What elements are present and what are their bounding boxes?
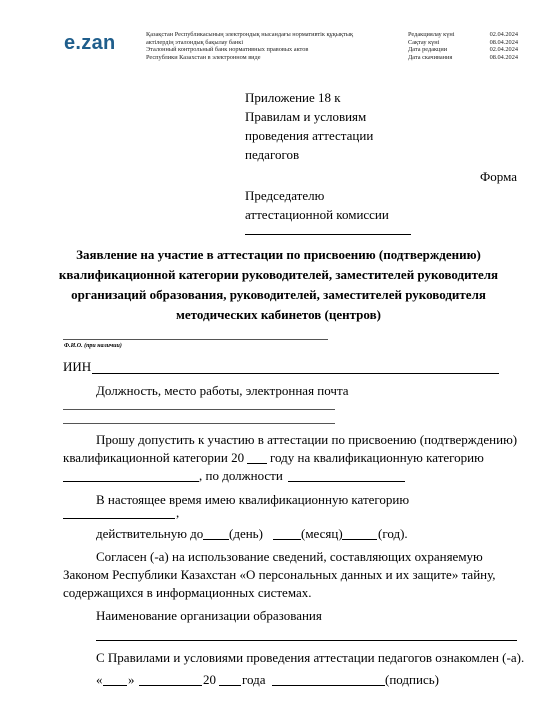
quote-close: » [128,672,135,687]
day-label: (день) [229,526,263,541]
month-label: (месяц) [301,526,343,541]
header-line: актілердің эталондық бақылау банкі [146,38,244,46]
year-expiry-blank[interactable] [342,539,377,540]
title-line: методических кабинетов (центров) [176,307,381,322]
meta-row [408,39,518,47]
year-word: года [242,672,266,687]
addressee [245,186,389,224]
fio-label: Ф.И.О. (при наличии) [64,343,122,349]
sign-month-blank[interactable] [139,685,202,686]
consent-line-2: Законом Республики Казахстан «О персональных данных и их защите» тайну, [63,567,496,582]
comma: , [176,505,180,520]
title-line: Заявление на участие в аттестации по присвоению (подтверждению) [76,247,481,262]
organization-label: Наименование организации образования [96,608,322,623]
signature-label: (подпись) [385,672,439,687]
meta-row [408,46,518,54]
meta-value: 02.04.2024 [489,31,518,38]
meta-value: 02.04.2024 [489,46,518,54]
meta-value: 08.04.2024 [489,53,518,61]
meta-row [408,54,518,62]
meta-label: Дата редакции [408,46,448,54]
meta-label: Редакциялау күні [408,31,455,38]
iin-label: ИИН [63,359,92,374]
sign-day-blank[interactable] [103,685,127,686]
iin-line[interactable] [92,373,499,374]
current-category-blank[interactable] [63,518,175,519]
meta-label: Сақтау күні [408,38,440,46]
addressee-signature-line [245,234,411,235]
month-blank[interactable] [273,539,301,540]
fio-line[interactable] [63,339,328,340]
position-label: Должность, место работы, электронная почта [96,383,349,398]
addressee-line: аттестационной комиссии [245,207,389,222]
appendix-line: проведения аттестации [245,128,374,143]
request-line-2a: квалификационной категории 20 [63,450,245,465]
consent-line-3: содержащихся в информационных системах. [63,585,312,600]
current-category-line: В настоящее время имею квалификационную категорию [96,492,410,507]
header-meta [408,31,518,61]
organization-line[interactable] [96,640,517,641]
quote-open: « [96,672,103,687]
appendix-line: педагогов [245,147,300,162]
meta-value: 08.04.2024 [489,38,518,46]
acquainted-statement: С Правилами и условиями проведения аттестации педагогов ознакомлен (-а). [96,650,525,665]
addressee-line: Председателю [245,188,325,203]
request-line-2b: году на квалификационную категорию [270,450,484,465]
header-source-text [146,31,396,61]
consent-line-1: Согласен (-а) на использование сведений, составляющих охраняемую [96,549,483,564]
category-blank[interactable] [63,481,199,482]
meta-row [408,31,518,39]
header-line: Республики Казахстан в электронном виде [146,53,261,61]
form-label: Форма [480,169,517,184]
title-line: организаций образования, руководителей, заместителей руководителя [71,287,486,302]
position-line[interactable] [63,409,335,410]
header-line: Эталонный контрольный банк нормативных правовых актов [146,46,309,54]
request-line-3: , по должности [199,468,283,483]
position-line[interactable] [63,423,335,424]
valid-until-label: действительную до [96,526,204,541]
meta-label: Дата скачивания [408,53,453,61]
year-label: (год). [378,526,408,541]
position-blank[interactable] [288,481,405,482]
appendix-reference [245,88,373,164]
appendix-line: Правилам и условиям [245,109,367,124]
appendix-line: Приложение 18 к [245,90,341,105]
day-blank[interactable] [203,539,229,540]
ezan-logo: e.zan [64,32,116,54]
statement-title [40,245,517,325]
sign-year-blank[interactable] [219,685,241,686]
request-line-1: Прошу допустить к участию в аттестации по присвоению (подтверждению) [96,432,518,447]
year-prefix: 20 [203,672,216,687]
title-line: квалификационной категории руководителей, заместителей руководителя [58,267,499,282]
header-line: Қазақстан Республикасының электрондық нысандағы нормативтік құқықтық [146,31,354,38]
signature-blank[interactable] [272,685,385,686]
year-blank[interactable] [247,463,267,464]
